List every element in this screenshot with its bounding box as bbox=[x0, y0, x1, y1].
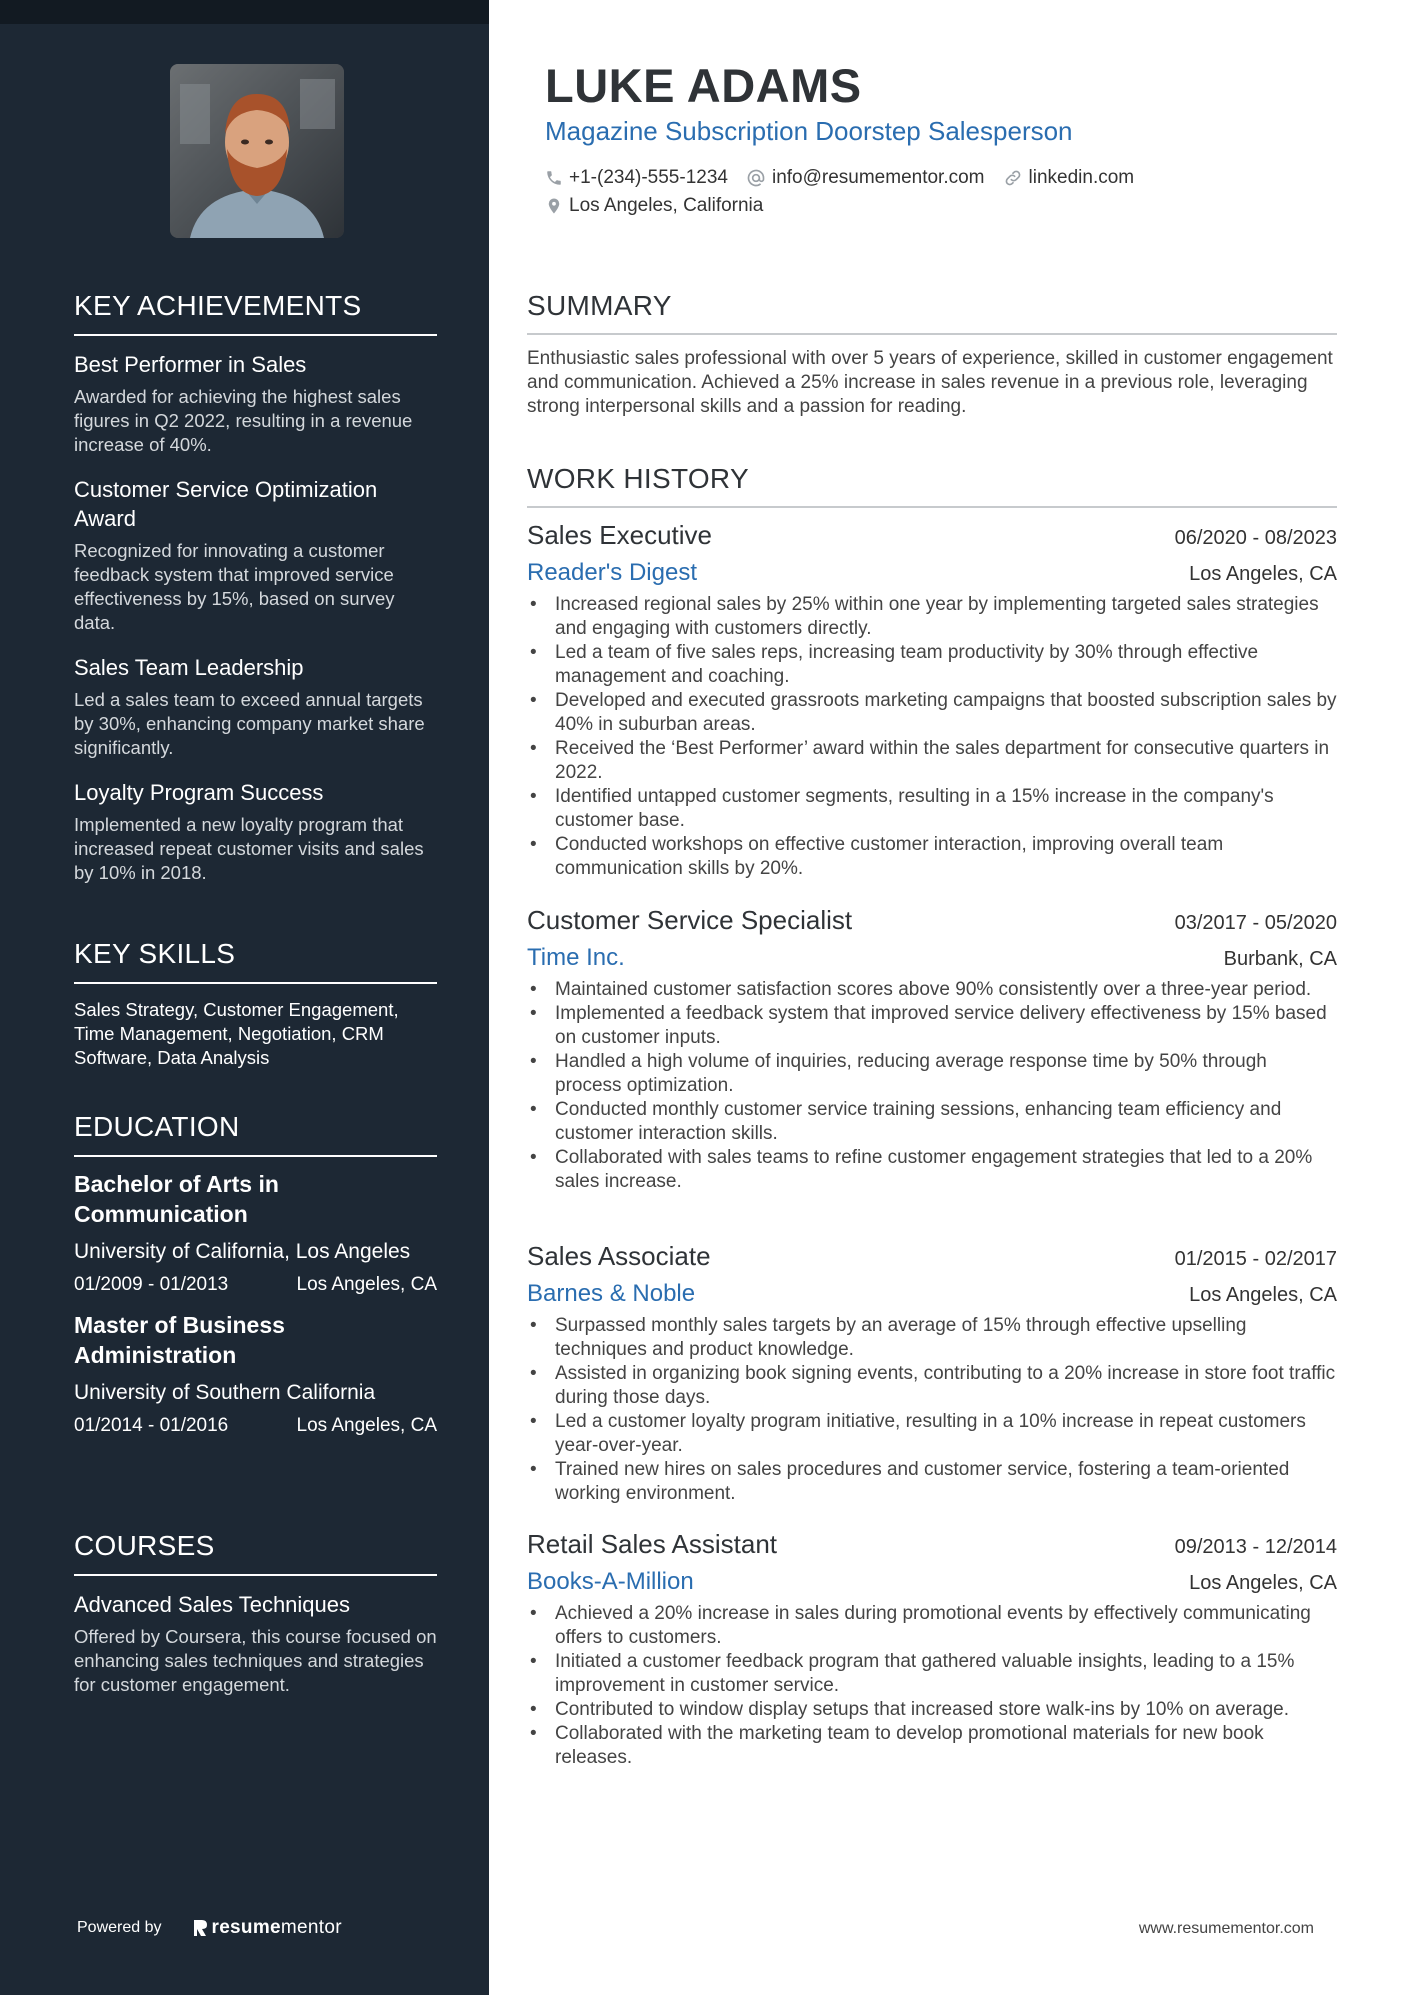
resumementor-logo-icon bbox=[192, 1918, 208, 1938]
course-desc: Offered by Coursera, this course focused on enhancing sales techniques and strategies for customer engagement. bbox=[74, 1626, 437, 1695]
brand-light: mentor bbox=[280, 1917, 342, 1938]
education-meta bbox=[74, 1415, 437, 1437]
profile-photo bbox=[170, 64, 344, 238]
job-bullet: • Developed and executed grassroots marketing campaigns that boosted subscription sales by 40% in suburban areas. bbox=[527, 689, 1337, 737]
job-entry bbox=[527, 520, 1337, 881]
achievement-title: Customer Service Optimization Award bbox=[74, 477, 378, 531]
phone-text: +1-(234)-555-1234 bbox=[569, 167, 728, 188]
achievement-desc: Recognized for innovating a customer feedback system that improved service effectiveness by 15%, based on survey data. bbox=[74, 540, 395, 633]
location-text: Los Angeles, California bbox=[569, 195, 764, 216]
job-bullet: • Contributed to window display setups that increased store walk-ins by 10% on average. bbox=[527, 1698, 1337, 1722]
job-bullet: • Collaborated with sales teams to refine customer engagement strategies that led to a 20% sales increase. bbox=[527, 1146, 1337, 1194]
achievement-title: Best Performer in Sales bbox=[74, 352, 307, 377]
job-bullet: • Identified untapped customer segments, resulting in a 15% increase in the company's customer base. bbox=[527, 785, 1337, 833]
job-bullet: • Conducted monthly customer service training sessions, enhancing team efficiency and customer interaction skills. bbox=[527, 1098, 1337, 1146]
job-company: Barnes & Noble bbox=[527, 1280, 696, 1307]
achievement-item bbox=[74, 350, 437, 457]
achievement-desc: Awarded for achieving the highest sales figures in Q2 2022, resulting in a revenue increase of 40%. bbox=[74, 386, 413, 455]
education-section bbox=[74, 1111, 437, 1437]
job-bullet: • Implemented a feedback system that improved service delivery effectiveness by 15% based on customer inputs. bbox=[527, 1002, 1337, 1050]
summary-heading: SUMMARY bbox=[527, 290, 1337, 335]
job-dates: 03/2017 - 05/2020 bbox=[1174, 912, 1337, 934]
education-dates: 01/2009 - 01/2013 bbox=[74, 1274, 229, 1295]
job-bullet: • Maintained customer satisfaction scores above 90% consistently over a three-year period. bbox=[527, 978, 1337, 1002]
job-title: Sales Executive bbox=[527, 520, 712, 550]
job-title: Retail Sales Assistant bbox=[527, 1529, 778, 1559]
job-location: Los Angeles, CA bbox=[1189, 1284, 1337, 1306]
education-degree: Master of Business Administration bbox=[74, 1312, 285, 1368]
job-bullet: • Conducted workshops on effective customer interaction, improving overall team communication skills by 20%. bbox=[527, 833, 1337, 881]
education-school: University of California, Los Angeles bbox=[74, 1240, 411, 1263]
contact-email[interactable] bbox=[746, 167, 985, 189]
job-company: Time Inc. bbox=[527, 944, 625, 971]
job-title: Sales Associate bbox=[527, 1241, 711, 1271]
skills-heading: KEY SKILLS bbox=[74, 938, 437, 984]
job-bullet: • Handled a high volume of inquiries, reducing average response time by 50% through process optimization. bbox=[527, 1050, 1337, 1098]
candidate-title: Magazine Subscription Doorstep Salesperson bbox=[545, 116, 1073, 146]
job-bullet: • Achieved a 20% increase in sales during promotional events by effectively communicating offers to customers. bbox=[527, 1602, 1337, 1650]
job-company: Books-A-Million bbox=[527, 1568, 694, 1595]
work-history-section bbox=[527, 463, 1337, 508]
sidebar bbox=[0, 0, 489, 1995]
education-location: Los Angeles, CA bbox=[296, 1274, 437, 1295]
candidate-name: LUKE ADAMS bbox=[545, 59, 862, 112]
courses-section bbox=[74, 1530, 437, 1697]
work-history-heading: WORK HISTORY bbox=[527, 463, 1337, 508]
job-bullets bbox=[527, 593, 1337, 881]
job-bullet: • Trained new hires on sales procedures and customer service, fostering a team-oriented working environment. bbox=[527, 1458, 1337, 1506]
job-title: Customer Service Specialist bbox=[527, 905, 853, 935]
job-bullet: • Initiated a customer feedback program that gathered valuable insights, leading to a 15% improvement in customer service. bbox=[527, 1650, 1337, 1698]
job-bullet: • Surpassed monthly sales targets by an average of 15% through effective upselling techniques and product knowledge. bbox=[527, 1314, 1337, 1362]
job-bullet: • Led a team of five sales reps, increasing team productivity by 30% through effective management and coaching. bbox=[527, 641, 1337, 689]
achievements-heading: KEY ACHIEVEMENTS bbox=[74, 290, 437, 336]
linkedin-text: linkedin.com bbox=[1028, 167, 1135, 188]
job-bullet: • Led a customer loyalty program initiative, resulting in a 10% increase in repeat customers year-over-year. bbox=[527, 1410, 1337, 1458]
education-dates: 01/2014 - 01/2016 bbox=[74, 1415, 229, 1436]
contact-location bbox=[545, 195, 763, 217]
education-item bbox=[74, 1169, 437, 1296]
course-title: Advanced Sales Techniques bbox=[74, 1592, 351, 1617]
job-dates: 01/2015 - 02/2017 bbox=[1174, 1248, 1337, 1270]
job-dates: 06/2020 - 08/2023 bbox=[1174, 527, 1337, 549]
profile-photo-image bbox=[170, 64, 344, 238]
job-entry bbox=[527, 1529, 1337, 1770]
education-degree: Bachelor of Arts in Communication bbox=[74, 1171, 279, 1227]
powered-by-label: Powered by bbox=[77, 1919, 162, 1936]
job-location: Burbank, CA bbox=[1223, 948, 1337, 970]
location-pin-icon bbox=[545, 196, 563, 216]
resumementor-logo[interactable] bbox=[192, 1917, 342, 1939]
contact-linkedin[interactable] bbox=[1003, 167, 1135, 189]
education-heading: EDUCATION bbox=[74, 1111, 437, 1157]
job-entry bbox=[527, 905, 1337, 1194]
job-bullets bbox=[527, 1314, 1337, 1506]
job-bullet: • Collaborated with the marketing team to develop promotional materials for new book releases. bbox=[527, 1722, 1337, 1770]
achievement-item bbox=[74, 778, 437, 885]
job-company: Reader's Digest bbox=[527, 559, 697, 586]
achievements-section bbox=[74, 290, 437, 885]
job-bullet: • Received the ‘Best Performer’ award within the sales department for consecutive quarters in 2022. bbox=[527, 737, 1337, 785]
link-icon bbox=[1003, 168, 1023, 188]
course-item bbox=[74, 1590, 437, 1697]
summary-text: Enthusiastic sales professional with over 5 years of experience, skilled in customer engagement and communication. Achieved a 25% increase in sales revenue in a previous role, leveraging strong interpersonal skills and a passion for reading. bbox=[527, 348, 1333, 417]
phone-icon bbox=[545, 169, 563, 187]
skills-list: Sales Strategy, Customer Engagement, Time Management, Negotiation, CRM Software, Data Analysis bbox=[74, 999, 399, 1068]
achievement-title: Loyalty Program Success bbox=[74, 780, 324, 805]
courses-heading: COURSES bbox=[74, 1530, 437, 1576]
achievement-desc: Implemented a new loyalty program that increased repeat customer visits and sales by 10% in 2018. bbox=[74, 814, 424, 883]
job-bullet: • Increased regional sales by 25% within one year by implementing targeted sales strategies and engaging with customers directly. bbox=[527, 593, 1337, 641]
skills-section bbox=[74, 938, 437, 1070]
summary-section bbox=[527, 290, 1337, 419]
contact-phone[interactable] bbox=[545, 167, 728, 189]
job-bullet: • Assisted in organizing book signing events, contributing to a 20% increase in store foot traffic during those days. bbox=[527, 1362, 1337, 1410]
education-location: Los Angeles, CA bbox=[296, 1415, 437, 1436]
achievement-item bbox=[74, 475, 437, 635]
powered-by bbox=[77, 1917, 342, 1939]
brand-bold: resume bbox=[211, 1917, 281, 1938]
at-icon bbox=[746, 168, 766, 188]
achievement-title: Sales Team Leadership bbox=[74, 655, 304, 680]
job-dates: 09/2013 - 12/2014 bbox=[1174, 1536, 1337, 1558]
job-location: Los Angeles, CA bbox=[1189, 563, 1337, 585]
achievement-desc: Led a sales team to exceed annual targets by 30%, enhancing company market share significantly. bbox=[74, 689, 425, 758]
job-bullets bbox=[527, 978, 1337, 1194]
education-school: University of Southern California bbox=[74, 1381, 376, 1404]
footer-url[interactable]: www.resumementor.com bbox=[1138, 1920, 1314, 1937]
job-location: Los Angeles, CA bbox=[1189, 1572, 1337, 1594]
job-bullets bbox=[527, 1602, 1337, 1770]
job-entry bbox=[527, 1241, 1337, 1506]
achievement-item bbox=[74, 653, 437, 760]
education-meta bbox=[74, 1274, 437, 1296]
email-text: info@resumementor.com bbox=[771, 167, 985, 188]
contact-info bbox=[545, 164, 1152, 220]
education-item bbox=[74, 1310, 437, 1437]
sidebar-top-band bbox=[0, 0, 489, 24]
